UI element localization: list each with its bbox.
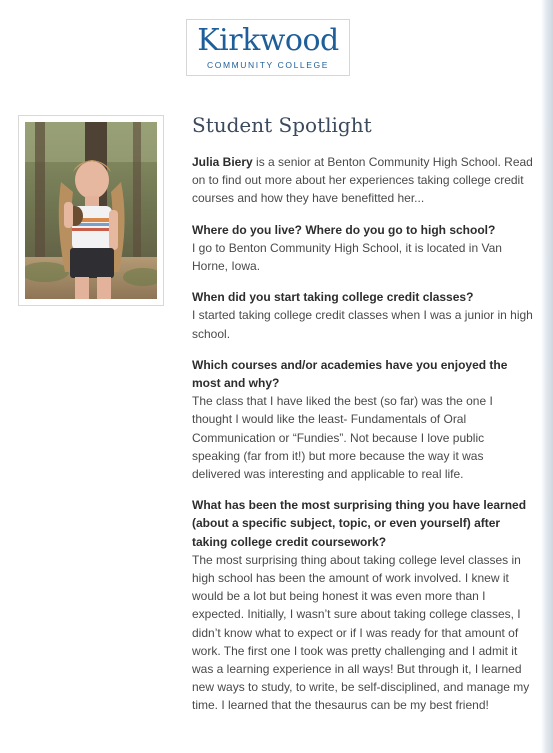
page-title: Student Spotlight <box>192 113 372 137</box>
qa-item <box>192 356 534 483</box>
answer-text: I started taking college credit classes when I was a junior in high school. <box>192 308 533 341</box>
answer-text: The class that I have liked the best (so far) was the one I thought I would like the least- Fundamentals of Oral Communication or “Fundies”. Not because I love public speaking (far from it!) but more because the way it was delivered was interesting and applicable to real life. <box>192 394 493 482</box>
kirkwood-logo[interactable] <box>186 19 350 76</box>
qa-item <box>192 496 534 714</box>
article-content <box>192 112 534 728</box>
logo-wordmark: Kirkwood <box>197 23 339 58</box>
question-text: When did you start taking college credit classes? <box>192 290 474 305</box>
student-name: Julia Biery <box>192 155 253 169</box>
intro-paragraph <box>192 153 534 208</box>
qa-item <box>192 288 534 343</box>
page-edge-shadow <box>541 0 553 753</box>
answer-text: I go to Benton Community High School, it is located in Van Horne, Iowa. <box>192 240 502 274</box>
question-text: Which courses and/or academies have you enjoyed the most and why? <box>192 357 508 391</box>
intro-text: is a senior at Benton Community High School. Read on to find out more about her experiences taking college credit courses and how they have benefitted her... <box>192 155 533 206</box>
question-text: Where do you live? Where do you go to high school? <box>192 222 496 237</box>
student-photo-frame <box>18 115 164 306</box>
student-photo <box>25 122 157 299</box>
logo-subtitle: COMMUNITY COLLEGE <box>207 60 329 70</box>
question-text: What has been the most surprising thing you have learned (about a specific subject, topic, or even yourself) after taking college credit coursework? <box>192 498 527 549</box>
qa-item <box>192 221 534 276</box>
answer-text: The most surprising thing about taking college level classes in high school has been the amount of work involved. I knew it would be a lot but being honest it was even more than I expected. Initially, I wasn’t sure about taking college classes, I didn’t know what to expect or if I was ready for that amount of work. The first one I took was pretty challenging and I admit it was a learning experience in all ways! But through it, I learned new ways to study, to write, be self-disciplined, and manage my time. I learned that the thesaurus can be my best friend! <box>192 552 530 713</box>
